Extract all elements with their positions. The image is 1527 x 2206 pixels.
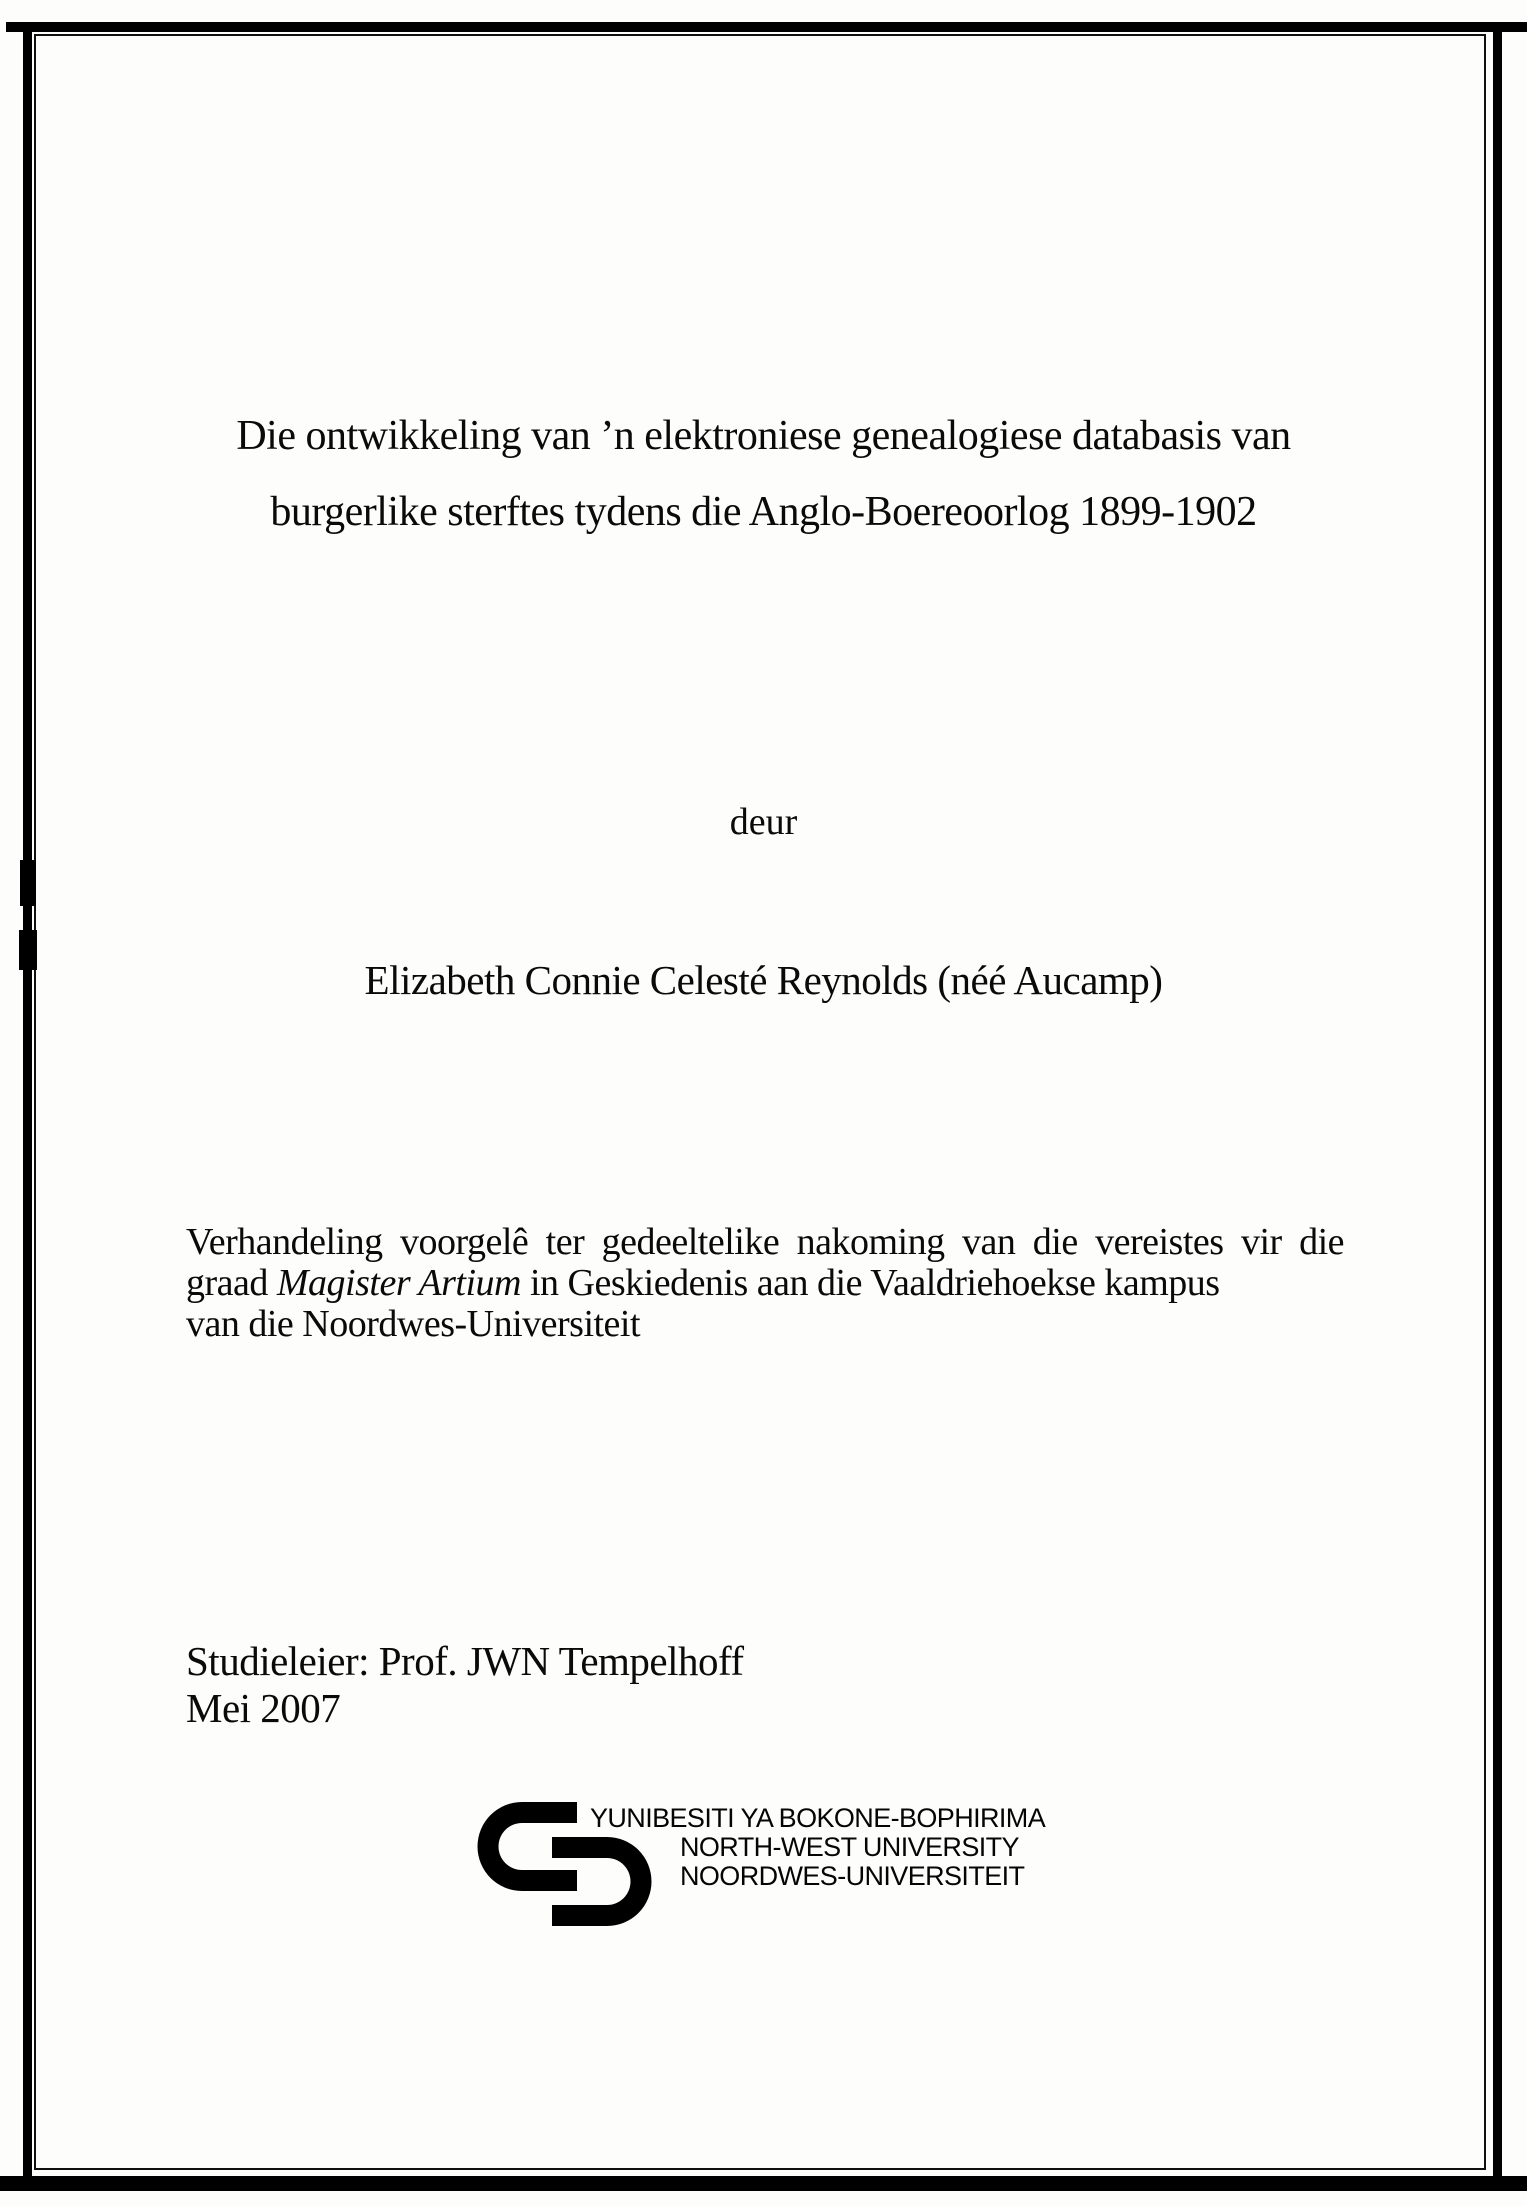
university-logo	[467, 1800, 1107, 1960]
statement-line2-suffix: in Geskiedenis aan die Vaaldriehoekse kampus	[520, 1262, 1220, 1304]
supervisor-line: Studieleier: Prof. JWN Tempelhoff	[186, 1638, 744, 1684]
thesis-title	[0, 398, 1527, 550]
author-name: Elizabeth Connie Celesté Reynolds (néé Aucamp)	[364, 957, 1163, 1003]
degree-name-italic: Magister Artium	[276, 1262, 521, 1304]
scan-smudge	[20, 860, 36, 906]
statement-line2-prefix: graad	[186, 1262, 277, 1304]
title-line-1: Die ontwikkeling van ’n elektroniese genealogiese databasis van	[236, 413, 1291, 459]
logo-name-english: NORTH-WEST UNIVERSITY	[680, 1832, 1019, 1862]
byline-deur: deur	[729, 801, 798, 843]
statement-line-3: van die Noordwes-Universiteit	[186, 1303, 641, 1345]
date-line: Mei 2007	[186, 1685, 341, 1731]
statement-line-2	[186, 1263, 1344, 1304]
title-line-2: burgerlike sterftes tydens die Anglo-Boereoorlog 1899-1902	[270, 489, 1257, 535]
logo-name-afrikaans: NOORDWES-UNIVERSITEIT	[680, 1861, 1025, 1891]
university-logo-text	[590, 1804, 1045, 1891]
degree-statement	[186, 1222, 1344, 1345]
logo-name-setswana: YUNIBESITI YA BOKONE-BOPHIRIMA	[590, 1803, 1046, 1833]
supervisor-block	[186, 1638, 744, 1732]
statement-line-1: Verhandeling voorgelê ter gedeeltelike nakoming van die vereistes vir die	[186, 1221, 1344, 1263]
